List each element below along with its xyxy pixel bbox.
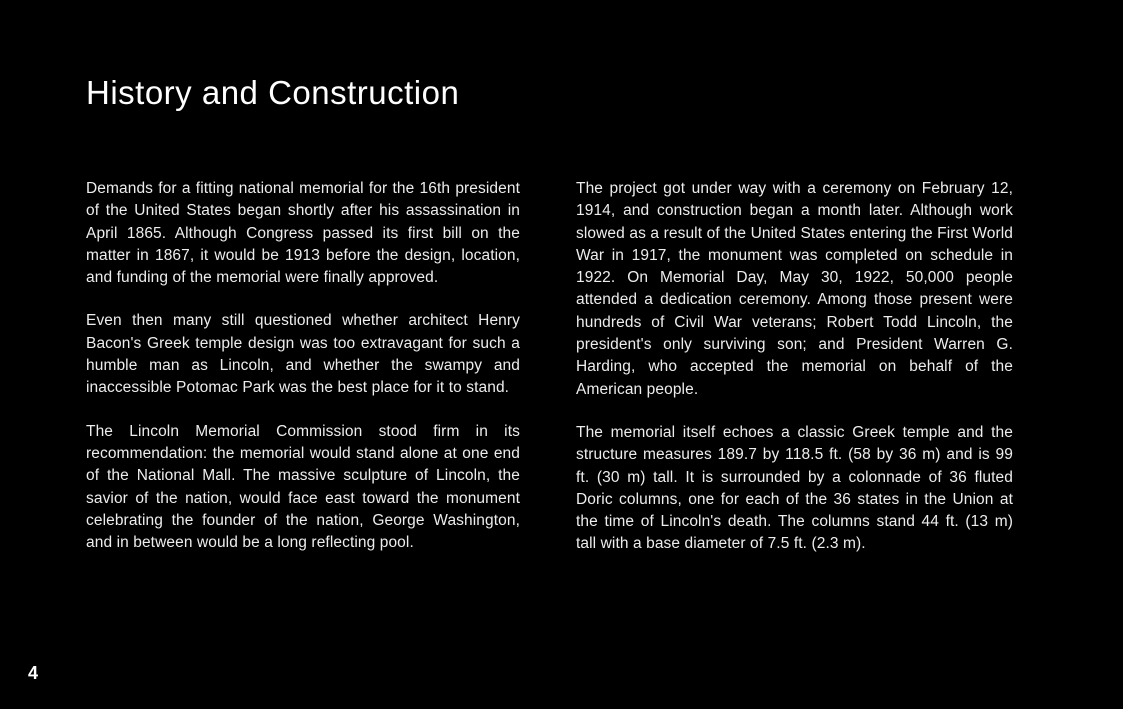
paragraph-right-1: The project got under way with a ceremony on February 12, 1914, and construction began a month later. Although work slowed as a result of the United States entering the First World War in 1917, the monument was completed on schedule in 1922. On Memorial Day, May 30, 1922, 50,000 people attended a dedication ceremony. Among those present were hundreds of Civil War veterans; Robert Todd Lincoln, the president's only surviving son; and President Warren G. Harding, who accepted the memorial on behalf of the American people.: [576, 180, 1013, 398]
text-columns: [86, 178, 1013, 556]
paragraph-left-3: The Lincoln Memorial Commission stood firm in its recommendation: the memorial would stand alone at one end of the National Mall. The massive sculpture of Lincoln, the savior of the nation, would face east toward the monument celebrating the founder of the nation, George Washington, and in between would be a long reflecting pool.: [86, 422, 520, 552]
page-title: History and Construction: [86, 74, 460, 111]
paragraph-right-2: The memorial itself echoes a classic Greek temple and the structure measures 189.7 by 118.5 ft. (58 by 36 m) and is 99 ft. (30 m) tall. It is surrounded by a colonnade of 36 fluted Doric columns, one for each of the 36 states in the Union at the time of Lincoln's death. The columns stand 44 ft. (13 m) tall with a base diameter of 7.5 ft. (2.3 m).: [576, 423, 1013, 553]
paragraph-left-2: Even then many still questioned whether architect Henry Bacon's Greek temple design was too extravagant for such a humble man as Lincoln, and whether the swampy and inaccessible Potomac Park was the best place for it to stand.: [86, 312, 520, 397]
right-column: [576, 178, 1013, 556]
paragraph-left-1: Demands for a fitting national memorial for the 16th president of the United States began shortly after his assassination in April 1865. Although Congress passed its first bill on the matter in 1867, it would be 1913 before the design, location, and funding of the memorial were finally approved.: [86, 180, 520, 287]
left-column: [86, 178, 520, 556]
page-number: 4: [28, 663, 39, 683]
